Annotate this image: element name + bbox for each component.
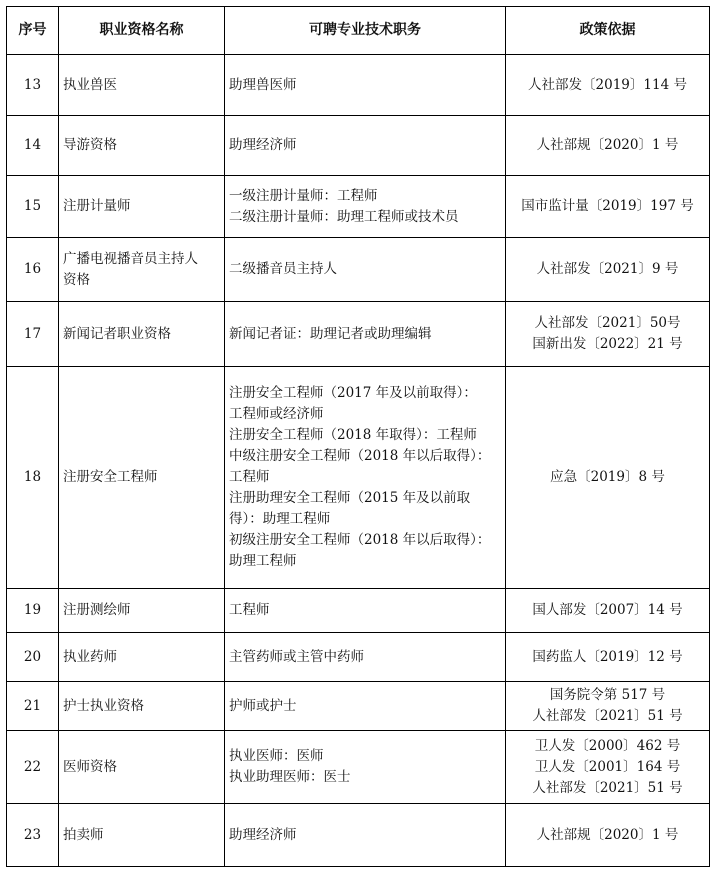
table-row (7, 804, 710, 867)
table-row (7, 731, 710, 804)
technical-title-line: 注册安全工程师（2018 年取得）：工程师 (229, 427, 477, 443)
qualification-name-cell (59, 589, 225, 633)
row-number: 16 (7, 238, 59, 302)
technical-title-line: 助理工程师 (229, 553, 297, 569)
qualification-name-cell (59, 302, 225, 367)
qualification-name-cell (59, 633, 225, 682)
policy-basis-line: 人社部规〔2020〕1 号 (536, 137, 679, 153)
technical-title-line: 助理经济师 (229, 137, 297, 153)
technical-title-line: 护师或护士 (229, 697, 297, 714)
policy-basis-line: 人社部发〔2021〕51 号 (532, 708, 683, 724)
policy-basis-line: 应急〔2019〕8 号 (550, 469, 665, 485)
qualification-name-line: 导游资格 (63, 137, 117, 153)
row-number: 17 (7, 302, 59, 367)
row-number: 20 (7, 633, 59, 682)
qualification-name-line: 注册测绘师 (63, 602, 131, 618)
qualification-name-line: 注册计量师 (63, 198, 131, 214)
technical-title-line: 新闻记者证：助理记者或助理编辑 (229, 325, 432, 342)
table-row (7, 589, 710, 633)
header-basis: 政策依据 (506, 7, 710, 55)
qualification-name-cell (59, 682, 225, 731)
qualification-name-cell (59, 804, 225, 867)
policy-basis-cell (506, 731, 710, 804)
qualification-name-cell (59, 367, 225, 589)
technical-title-line: 二级播音员主持人 (229, 261, 337, 277)
technical-title-cell (225, 589, 506, 633)
technical-title-cell (225, 238, 506, 302)
technical-title-cell (225, 302, 506, 367)
qualification-name-line: 新闻记者职业资格 (63, 325, 171, 342)
row-number: 13 (7, 55, 59, 116)
qualification-name-cell (59, 238, 225, 302)
technical-title-cell (225, 55, 506, 116)
policy-basis-line: 人社部发〔2021〕9 号 (536, 261, 679, 277)
technical-title-line: 主管药师或主管中药师 (229, 648, 364, 665)
qualification-name-cell (59, 55, 225, 116)
policy-basis-line: 国药监人〔2019〕12 号 (532, 648, 683, 665)
policy-basis-cell (506, 589, 710, 633)
technical-title-cell (225, 176, 506, 238)
policy-basis-line: 人社部发〔2021〕51 号 (532, 779, 683, 796)
qualification-name-line: 执业药师 (63, 648, 117, 665)
technical-title-cell (225, 682, 506, 731)
technical-title-cell (225, 116, 506, 176)
technical-title-line: 二级注册计量师：助理工程师或技术员 (229, 208, 459, 225)
row-number: 19 (7, 589, 59, 633)
qualification-name-line: 广播电视播音员主持人 (63, 250, 198, 267)
policy-basis-cell (506, 633, 710, 682)
technical-title-cell (225, 731, 506, 804)
policy-basis-cell (506, 238, 710, 302)
table-row (7, 633, 710, 682)
table-row (7, 116, 710, 176)
technical-title-line: 注册助理安全工程师（2015 年及以前取 (229, 490, 471, 506)
policy-basis-line: 卫人发〔2000〕462 号 (534, 737, 681, 754)
qualification-name-cell (59, 731, 225, 804)
technical-title-line: 初级注册安全工程师（2018 年以后取得）： (229, 532, 491, 548)
header-name: 职业资格名称 (59, 7, 225, 55)
table-row (7, 367, 710, 589)
qualification-name-line: 护士执业资格 (63, 697, 144, 714)
header-title: 可聘专业技术职务 (225, 7, 506, 55)
technical-title-cell (225, 633, 506, 682)
row-number: 15 (7, 176, 59, 238)
policy-basis-line: 人社部发〔2019〕114 号 (528, 76, 687, 93)
qualification-table (6, 6, 710, 867)
qualification-name-line: 资格 (63, 271, 90, 288)
technical-title-line: 执业助理医师：医士 (229, 769, 351, 785)
qualification-name-cell (59, 116, 225, 176)
row-number: 18 (7, 367, 59, 589)
table-row (7, 55, 710, 116)
policy-basis-line: 国人部发〔2007〕14 号 (532, 602, 683, 618)
technical-title-cell (225, 367, 506, 589)
policy-basis-line: 国新出发〔2022〕21 号 (532, 336, 683, 352)
technical-title-line: 得）：助理工程师 (229, 511, 331, 527)
technical-title-cell (225, 804, 506, 867)
policy-basis-line: 人社部发〔2021〕50号 (534, 315, 681, 331)
policy-basis-cell (506, 804, 710, 867)
policy-basis-line: 国市监计量〔2019〕197 号 (521, 198, 694, 214)
row-number: 14 (7, 116, 59, 176)
policy-basis-line: 国务院令第 517 号 (549, 687, 666, 703)
row-number: 22 (7, 731, 59, 804)
technical-title-line: 工程师 (229, 469, 270, 485)
technical-title-line: 助理兽医师 (229, 76, 297, 93)
table-row (7, 302, 710, 367)
technical-title-line: 一级注册计量师：工程师 (229, 187, 378, 204)
technical-title-line: 工程师 (229, 602, 270, 618)
qualification-name-cell (59, 176, 225, 238)
table-row (7, 238, 710, 302)
policy-basis-cell (506, 116, 710, 176)
policy-basis-line: 卫人发〔2001〕164 号 (534, 758, 681, 775)
qualification-name-line: 执业兽医 (63, 76, 117, 93)
policy-basis-cell (506, 302, 710, 367)
row-number: 23 (7, 804, 59, 867)
technical-title-line: 工程师或经济师 (229, 406, 324, 422)
policy-basis-cell (506, 55, 710, 116)
policy-basis-cell (506, 176, 710, 238)
technical-title-line: 助理经济师 (229, 826, 297, 843)
qualification-name-line: 注册安全工程师 (63, 469, 158, 485)
row-number: 21 (7, 682, 59, 731)
technical-title-line: 执业医师：医师 (229, 748, 324, 764)
technical-title-line: 注册安全工程师（2017 年及以前取得）： (229, 385, 477, 401)
policy-basis-cell (506, 367, 710, 589)
policy-basis-line: 人社部规〔2020〕1 号 (536, 826, 679, 843)
policy-basis-cell (506, 682, 710, 731)
qualification-name-line: 医师资格 (63, 758, 117, 775)
qualification-name-line: 拍卖师 (63, 826, 104, 843)
table-row (7, 682, 710, 731)
header-row (7, 7, 710, 55)
table-row (7, 176, 710, 238)
technical-title-line: 中级注册安全工程师（2018 年以后取得）： (229, 448, 491, 464)
header-no: 序号 (7, 7, 59, 55)
